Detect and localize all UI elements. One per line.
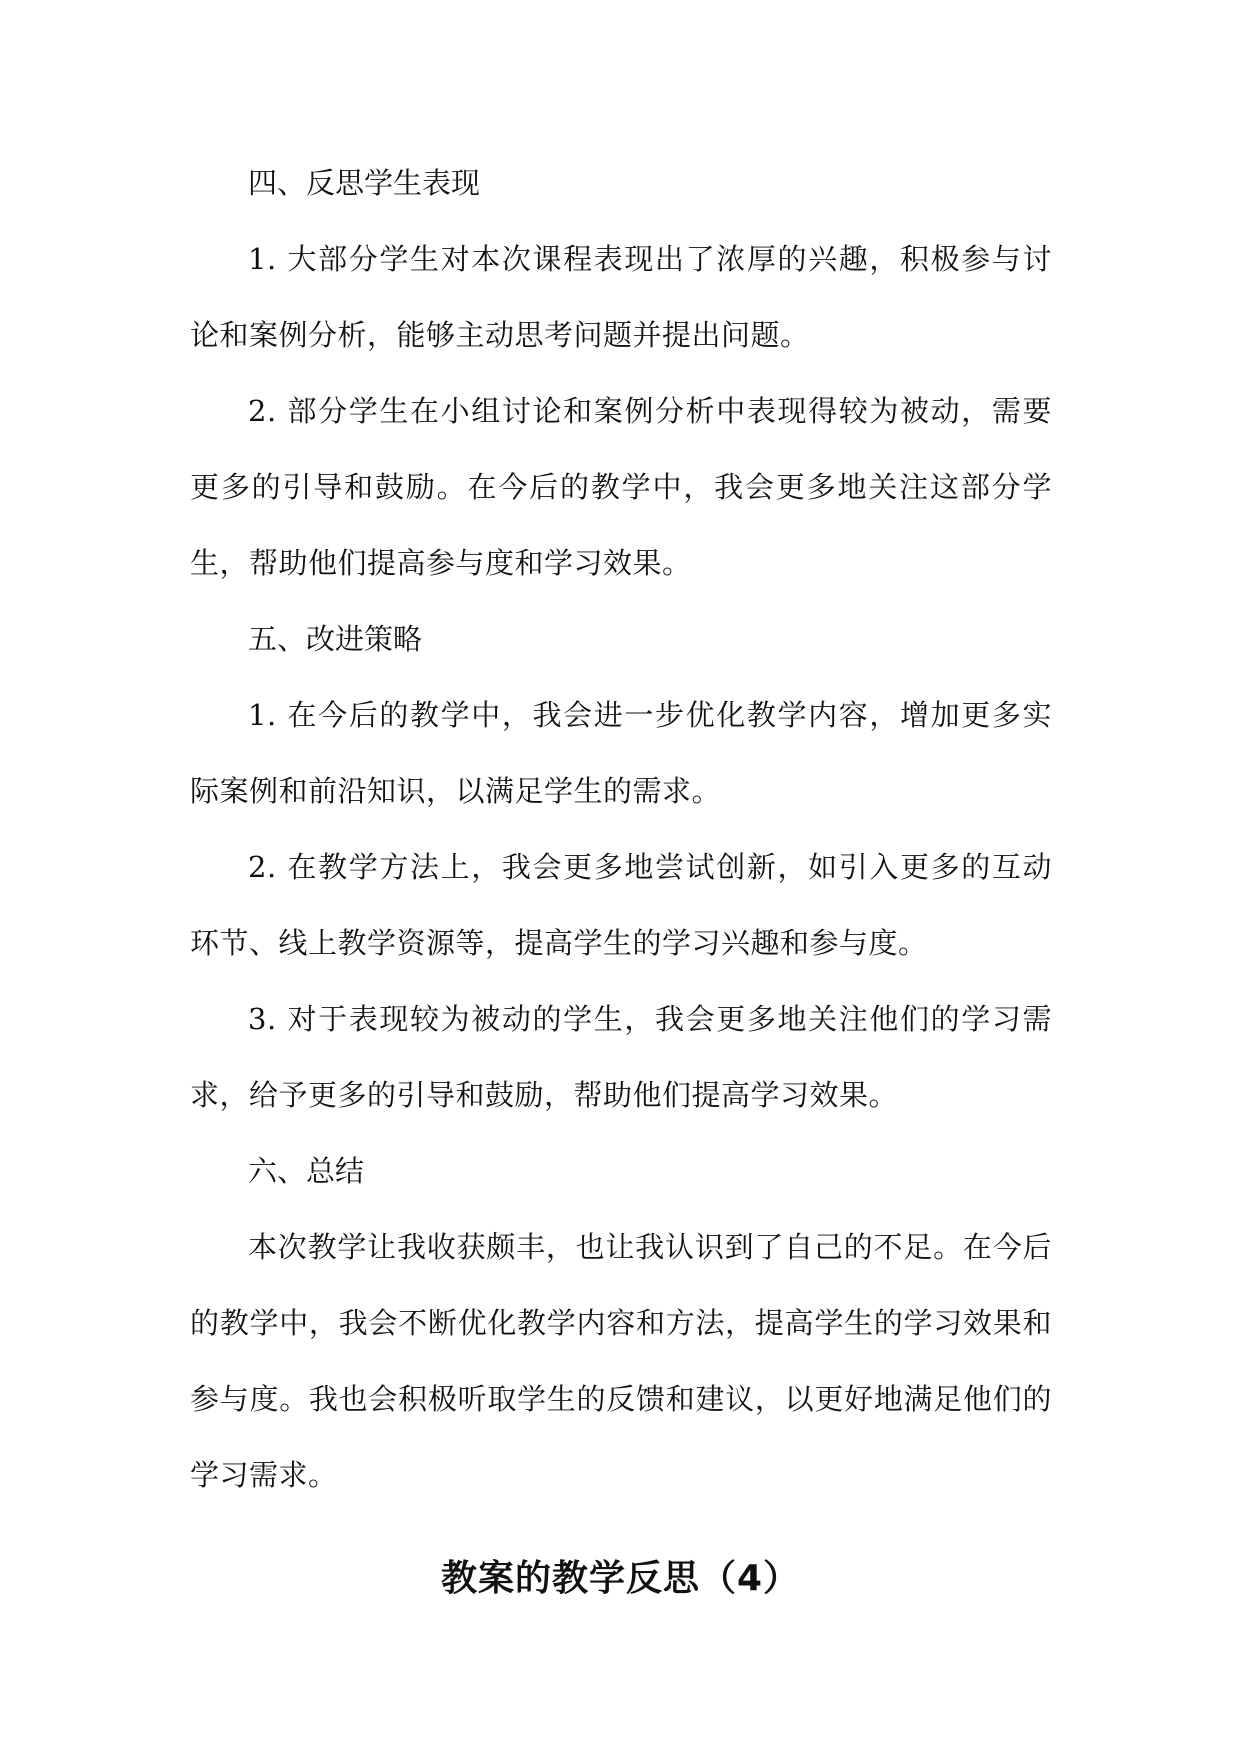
- paragraph-optimize-content: 1. 在今后的教学中，我会进一步优化教学内容，增加更多实际案例和前沿知识，以满足学生的需求。: [190, 698, 1052, 808]
- paragraph-student-interest: 1. 大部分学生对本次课程表现出了浓厚的兴趣，积极参与讨论和案例分析，能够主动思考问题并提出问题。: [190, 242, 1052, 352]
- paragraph-support-passive-students: 3. 对于表现较为被动的学生，我会更多地关注他们的学习需求，给予更多的引导和鼓励，帮助他们提高学习效果。: [190, 1002, 1052, 1112]
- paragraph-passive-students: 2. 部分学生在小组讨论和案例分析中表现得较为被动，需要更多的引导和鼓励。在今后的教学中，我会更多地关注这部分学生，帮助他们提高参与度和学习效果。: [190, 394, 1052, 580]
- paragraph-summary: 本次教学让我收获颇丰，也让我认识到了自己的不足。在今后的教学中，我会不断优化教学内容和方法，提高学生的学习效果和参与度。我也会积极听取学生的反馈和建议，以更好地满足他们的学习需求。: [190, 1230, 1052, 1492]
- section-heading-improvement-strategy: 五、改进策略: [248, 622, 423, 656]
- document-body: [190, 145, 1052, 1513]
- section-heading-summary: 六、总结: [248, 1154, 365, 1188]
- section-heading-student-performance: 四、反思学生表现: [248, 166, 481, 200]
- next-section-title: 教案的教学反思（4）: [440, 1558, 801, 1599]
- paragraph-teaching-methods: 2. 在教学方法上，我会更多地尝试创新，如引入更多的互动环节、线上教学资源等，提高学生的学习兴趣和参与度。: [190, 850, 1052, 960]
